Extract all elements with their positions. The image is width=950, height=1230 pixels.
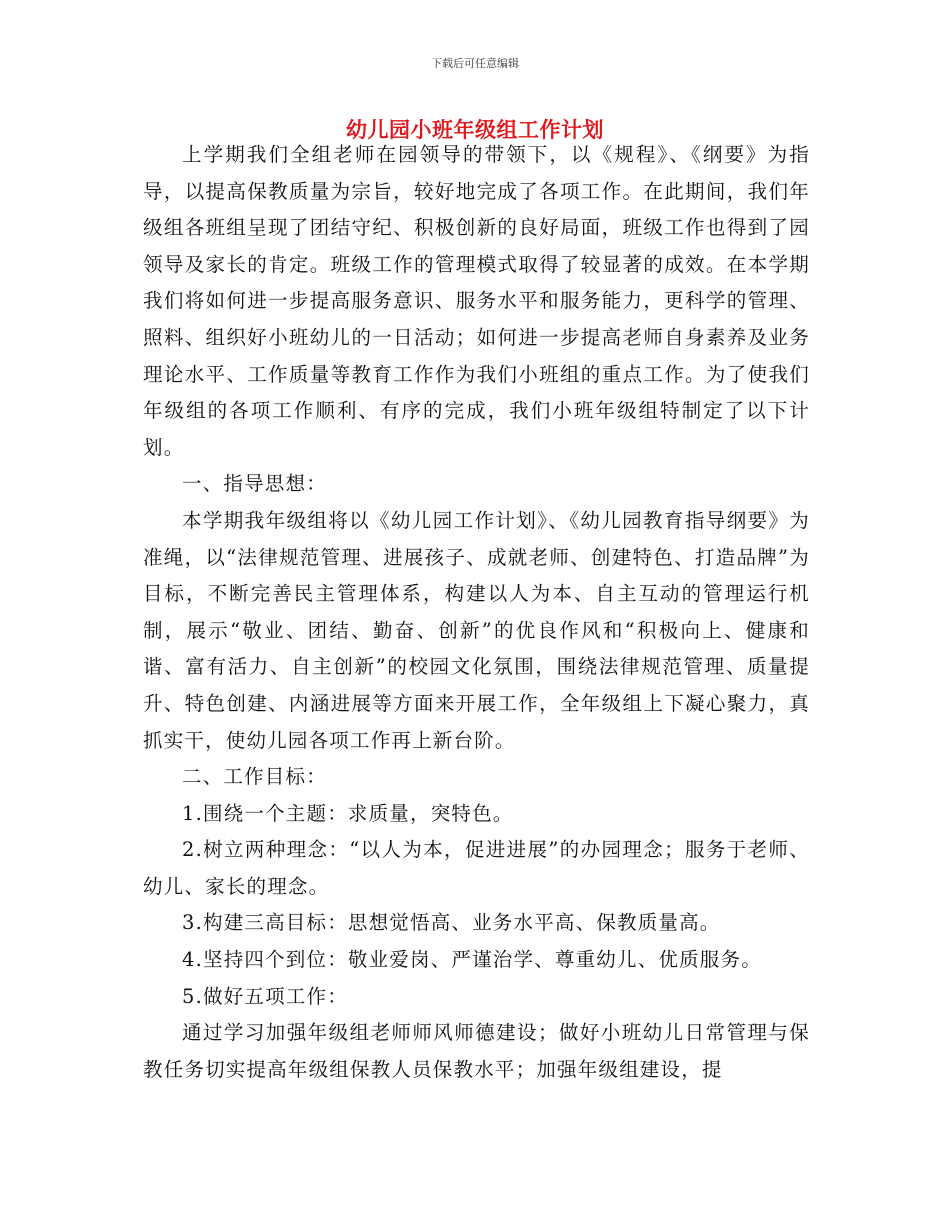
paragraph-guiding-ideology: 本学期我年级组将以《幼儿园工作计划》、《幼儿园教育指导纲要》为准绳，以“法律规范管理、进展孩子、成就老师、创建特色、打造品牌”为目标，不断完善民主管理体系，构建以人为本、自主互动的管理运行机制，展示“敬业、团结、勤奋、创新”的优良作风和“积极向上、健康和谐、富有活力、自主创新”的校园文化氛围，围绕法律规范管理、质量提升、特色创建、内涵进展等方面来开展工作，全年级组上下凝心聚力，真抓实干，使幼儿园各项工作再上新台阶。 [143,508,810,752]
goal-item-5: 5.做好五项工作： [182,984,348,1008]
section-heading-work-goals: 二、工作目标： [182,765,327,789]
paragraph-intro: 上学期我们全组老师在园领导的带领下，以《规程》、《纲要》为指导，以提高保教质量为宗旨，较好地完成了各项工作。在此期间，我们年级组各班组呈现了团结守纪、积极创新的良好局面，班级工作也得到了园领导及家长的肯定。班级工作的管理模式取得了较显著的成效。在本学期我们将如何进一步提高服务意识、服务水平和服务能力，更科学的管理、照料、组织好小班幼儿的一日活动；如何进一步提高老师自身素养及业务理论水平、工作质量等教育工作作为我们小班组的重点工作。为了使我们年级组的各项工作顺利、有序的完成，我们小班年级组特制定了以下计划。 [143,143,810,459]
document-title: 幼儿园小班年级组工作计划 [346,118,604,142]
goal-item-3: 3.构建三高目标：思想觉悟高、业务水平高、保教质量高。 [182,911,721,935]
header-note: 下载后可任意编辑 [431,57,519,70]
goal-item-2: 2.树立两种理念：“以人为本，促进进展”的办园理念；服务于老师、幼儿、家长的理念。 [143,838,810,898]
section-heading-guiding-ideology: 一、指导思想： [182,472,327,496]
goal-item-1: 1.围绕一个主题：求质量，突特色。 [182,801,514,825]
document-body [143,137,810,1088]
paragraph-five-tasks: 通过学习加强年级组老师师风师德建设；做好小班幼儿日常管理与保教任务切实提高年级组保教人员保教水平；加强年级组建设，提 [143,1021,810,1081]
goal-item-4: 4.坚持四个到位：敬业爱岗、严谨治学、尊重幼儿、优质服务。 [182,948,762,972]
